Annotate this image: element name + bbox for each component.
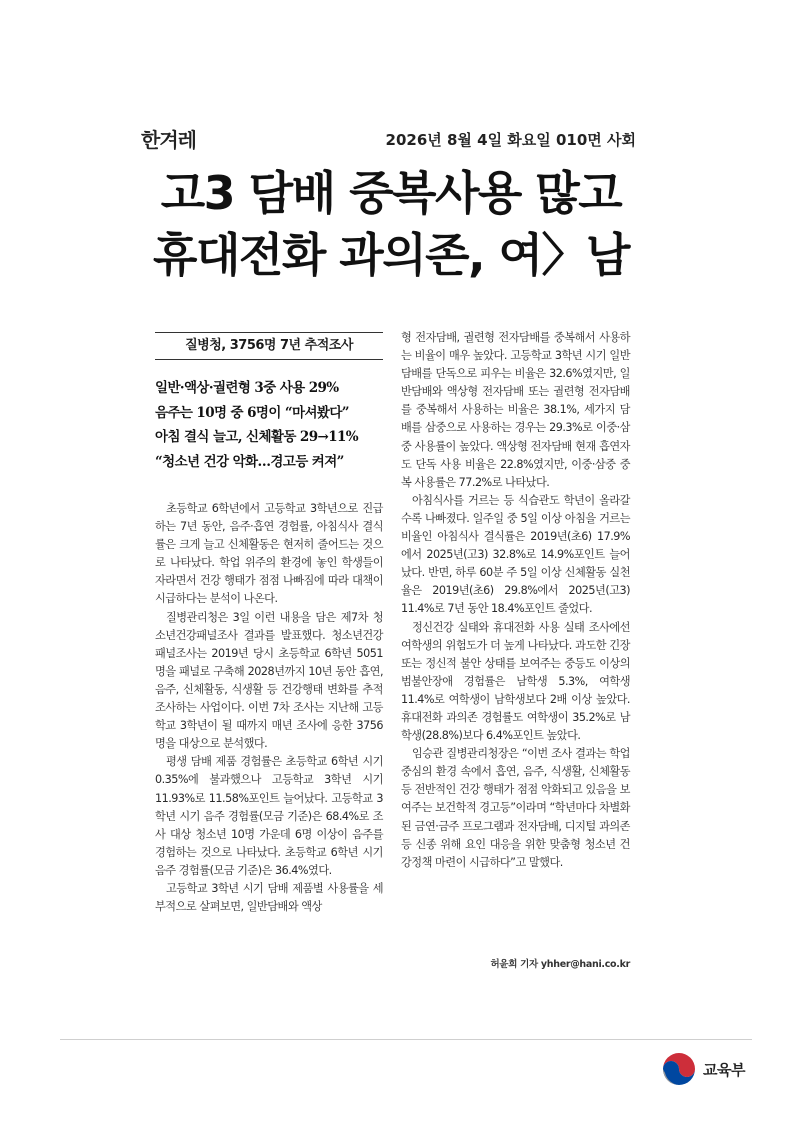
ministry-name: 교육부 xyxy=(703,1061,745,1079)
subheadline: 아침 결식 늘고, 신체활동 29→11% xyxy=(155,429,359,445)
article-column-left xyxy=(155,500,383,916)
subheadline: “청소년 건강 악화…경고등 켜져” xyxy=(155,453,344,470)
byline: 허윤희 기자 yhher@hani.co.kr xyxy=(490,959,630,970)
ministry-logo xyxy=(660,1050,760,1090)
masthead xyxy=(141,128,636,152)
footer-divider xyxy=(60,1039,752,1040)
subheadline: 음주는 10명 중 6명이 “마셔봤다” xyxy=(155,404,349,421)
kicker-rule-bottom xyxy=(155,359,383,360)
dateline: 2026년 8월 4일 화요일 010면 사회 xyxy=(385,131,636,149)
article-paragraph: 임승관 질병관리청장은 “이번 조사 결과는 학업 중심의 환경 속에서 흡연, 음주, 식생활, 신체활동 등 전반적인 건강 행태가 점점 악화되고 있음을 보여주는 보건학적 경고등”이라며 “학년마다 차별화된 금연·금주 프로그램과 전자담배, 디지털 과의존 등 신종 위해 요인 대응을 위한 맞춤형 청소년 건강정책 마련이 시급하다”고 말했다. xyxy=(401,747,630,869)
article-paragraph: 평생 담배 제품 경험률은 초등학교 6학년 시기 0.35%에 불과했으나 고등학교 3학년 시기 11.93%로 11.58%포인트 늘어났다. 고등학교 3학년 시기 음주 경험률(모금 기준)은 68.4%로 조사 대상 청소년 10명 가운데 6명 이상이 음주를 경험하는 것으로 나타났다. 초등학교 6학년 시기 음주 경험률(모금 기준)은 36.4%였다. xyxy=(155,755,383,877)
kicker: 질병청, 3756명 7년 추적조사 xyxy=(185,338,353,353)
kicker-box xyxy=(155,332,383,360)
headline-line-2: 휴대전화 과의존, 여〉남 xyxy=(153,228,629,282)
headline xyxy=(141,162,641,286)
article-paragraph: 정신건강 실태와 휴대전화 사용 실태 조사에선 여학생의 위험도가 더 높게 나타났다. 과도한 긴장 또는 정신적 불안 상태를 보여주는 중등도 이상의 범불안장애 경험률은 남학생 5.3%, 여학생 11.4%로 여학생이 남학생보다 2배 이상 높았다. 휴대전화 과의존 경험률도 여학생이 35.2%로 남학생(28.8%)보다 6.4%포인트 높았다. xyxy=(401,620,630,743)
subheadlines xyxy=(155,376,395,474)
article-paragraph: 아침식사를 거르는 등 식습관도 학년이 올라갈수록 나빠졌다. 일주일 중 5일 이상 아침을 거르는 비율인 아침식사 결식률은 2019년(초6) 17.9%에서 2025년(고3) 32.8%로 14.9%포인트 늘어났다. 반면, 하루 60분 주 5일 이상 신체활동 실천율은 2019년(초6) 29.8%에서 2025년(고3) 11.4%로 7년 동안 18.4%포인트 줄었다. xyxy=(401,493,630,616)
article-paragraph: 초등학교 6학년에서 고등학교 3학년으로 진급하는 7년 동안, 음주·흡연 경험률, 아침식사 결식률은 크게 늘고 신체활동은 현저히 줄어드는 것으로 나타났다. 학업 위주의 환경에 놓인 학생들이 자라면서 건강 행태가 점점 나빠짐에 따라 대책이 시급하다는 분석이 나온다. xyxy=(155,502,383,606)
newspaper-logo: 한겨레 xyxy=(141,128,196,152)
article-column-right xyxy=(401,329,630,872)
article-paragraph: 형 전자담배, 궐련형 전자담배를 중복해서 사용하는 비율이 매우 높았다. 고등학교 3학년 시기 일반담배를 단독으로 피우는 비율은 32.6%였지만, 일반담배와 액상형 전자담배 또는 궐련형 전자담배를 중복해서 사용하는 비율은 38.1%, 세가지 담배를 삼중으로 사용하는 경우는 29.3%로 이중·삼중 사용률이 높았다. 액상형 전자담배 현재 흡연자도 단독 사용 비율은 22.8%였지만, 이중·삼중 중복 사용률은 77.2%로 나타났다. xyxy=(401,331,630,489)
subheadline: 일반·액상·궐련형 3중 사용 29% xyxy=(155,380,339,396)
article-paragraph: 고등학교 3학년 시기 담배 제품별 사용률을 세부적으로 살펴보면, 일반담배와 액상 xyxy=(155,881,383,914)
article-paragraph: 질병관리청은 3일 이런 내용을 담은 제7차 청소년건강패널조사 결과를 발표했다. 청소년건강패널조사는 2019년 당시 초등학교 6학년 5051명을 패널로 구축해 2028년까지 10년 동안 흡연, 음주, 신체활동, 식생활 등 건강행태 변화를 추적조사하는 사업이다. 이번 7차 조사는 지난해 고등학교 3학년이 될 때까지 매년 조사에 응한 3756명을 대상으로 분석했다. xyxy=(155,610,383,751)
taegeuk-emblem-icon xyxy=(660,1050,698,1088)
headline-line-1: 고3 담배 중복사용 많고 xyxy=(160,166,622,220)
